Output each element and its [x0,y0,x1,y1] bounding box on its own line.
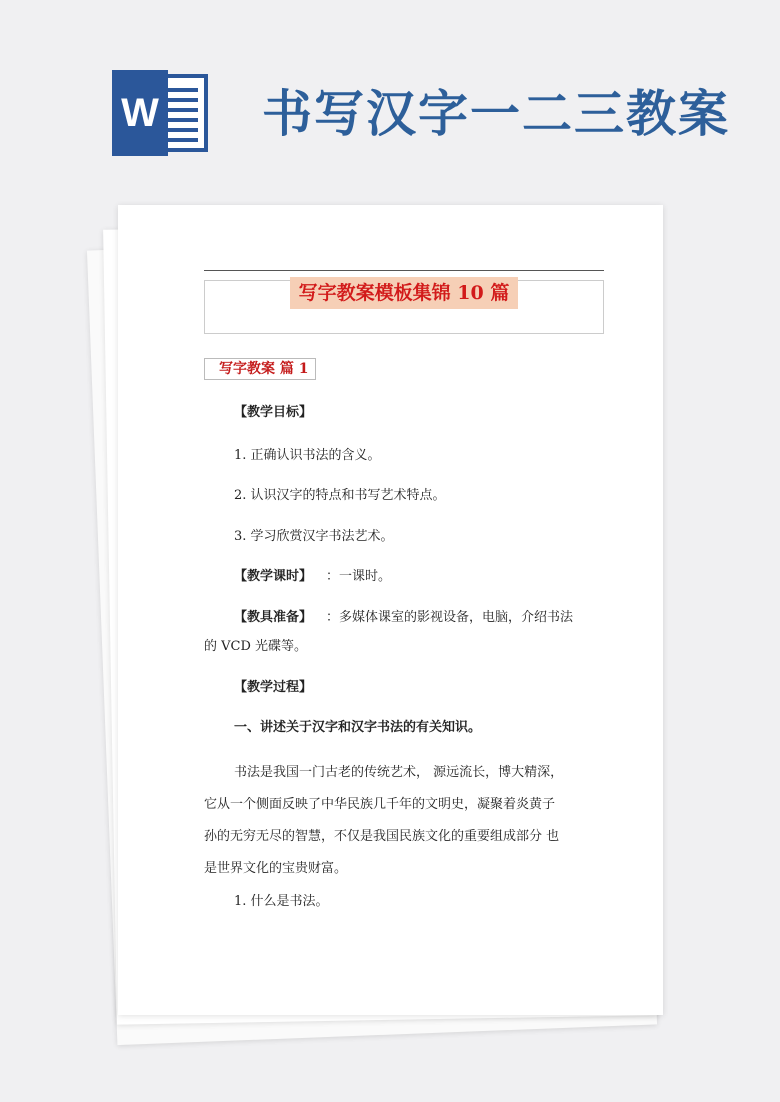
hours-label: 【教学课时】 [234,569,313,584]
prep-continuation: 的 VCD 光碟等。 [204,639,308,654]
goal-heading: 【教学目标】 [234,405,313,420]
goal-item-2: 2. 认识汉字的特点和书写艺术特点。 [234,488,446,503]
header-rule [204,270,604,271]
part-1-heading: 一、讲述关于汉字和汉字书法的有关知识。 [234,720,482,735]
paragraph-line-2: 它从一个侧面反映了中华民族几千年的文明史，凝聚着炎黄子 [204,797,556,812]
goal-item-3: 3. 学习欣赏汉字书法艺术。 [234,529,394,544]
section-heading: 写字教案 篇 1 [204,358,316,380]
hours-value: ：一课时。 [326,569,392,584]
paragraph-line-3: 孙的无穷无尽的智慧，不仅是我国民族文化的重要组成部分 也 [204,829,560,844]
prep-label: 【教具准备】 [234,610,313,625]
document-title: 写字教案模板集锦 10 篇 [290,277,518,309]
word-doc-icon [110,68,210,158]
question-1: 1. 什么是书法。 [234,894,329,909]
paragraph-line-4: 是世界文化的宝贵财富。 [204,861,348,876]
process-heading: 【教学过程】 [234,680,313,695]
banner-title: 书写汉字一二三教案 [262,84,730,143]
word-icon-letter: W [121,91,159,135]
goal-item-1: 1. 正确认识书法的含义。 [234,448,381,463]
prep-value: ：多媒体课室的影视设备，电脑，介绍书法 [326,610,574,625]
paragraph-line-1: 书法是我国一门古老的传统艺术， 源远流长，博大精深， [234,765,564,780]
